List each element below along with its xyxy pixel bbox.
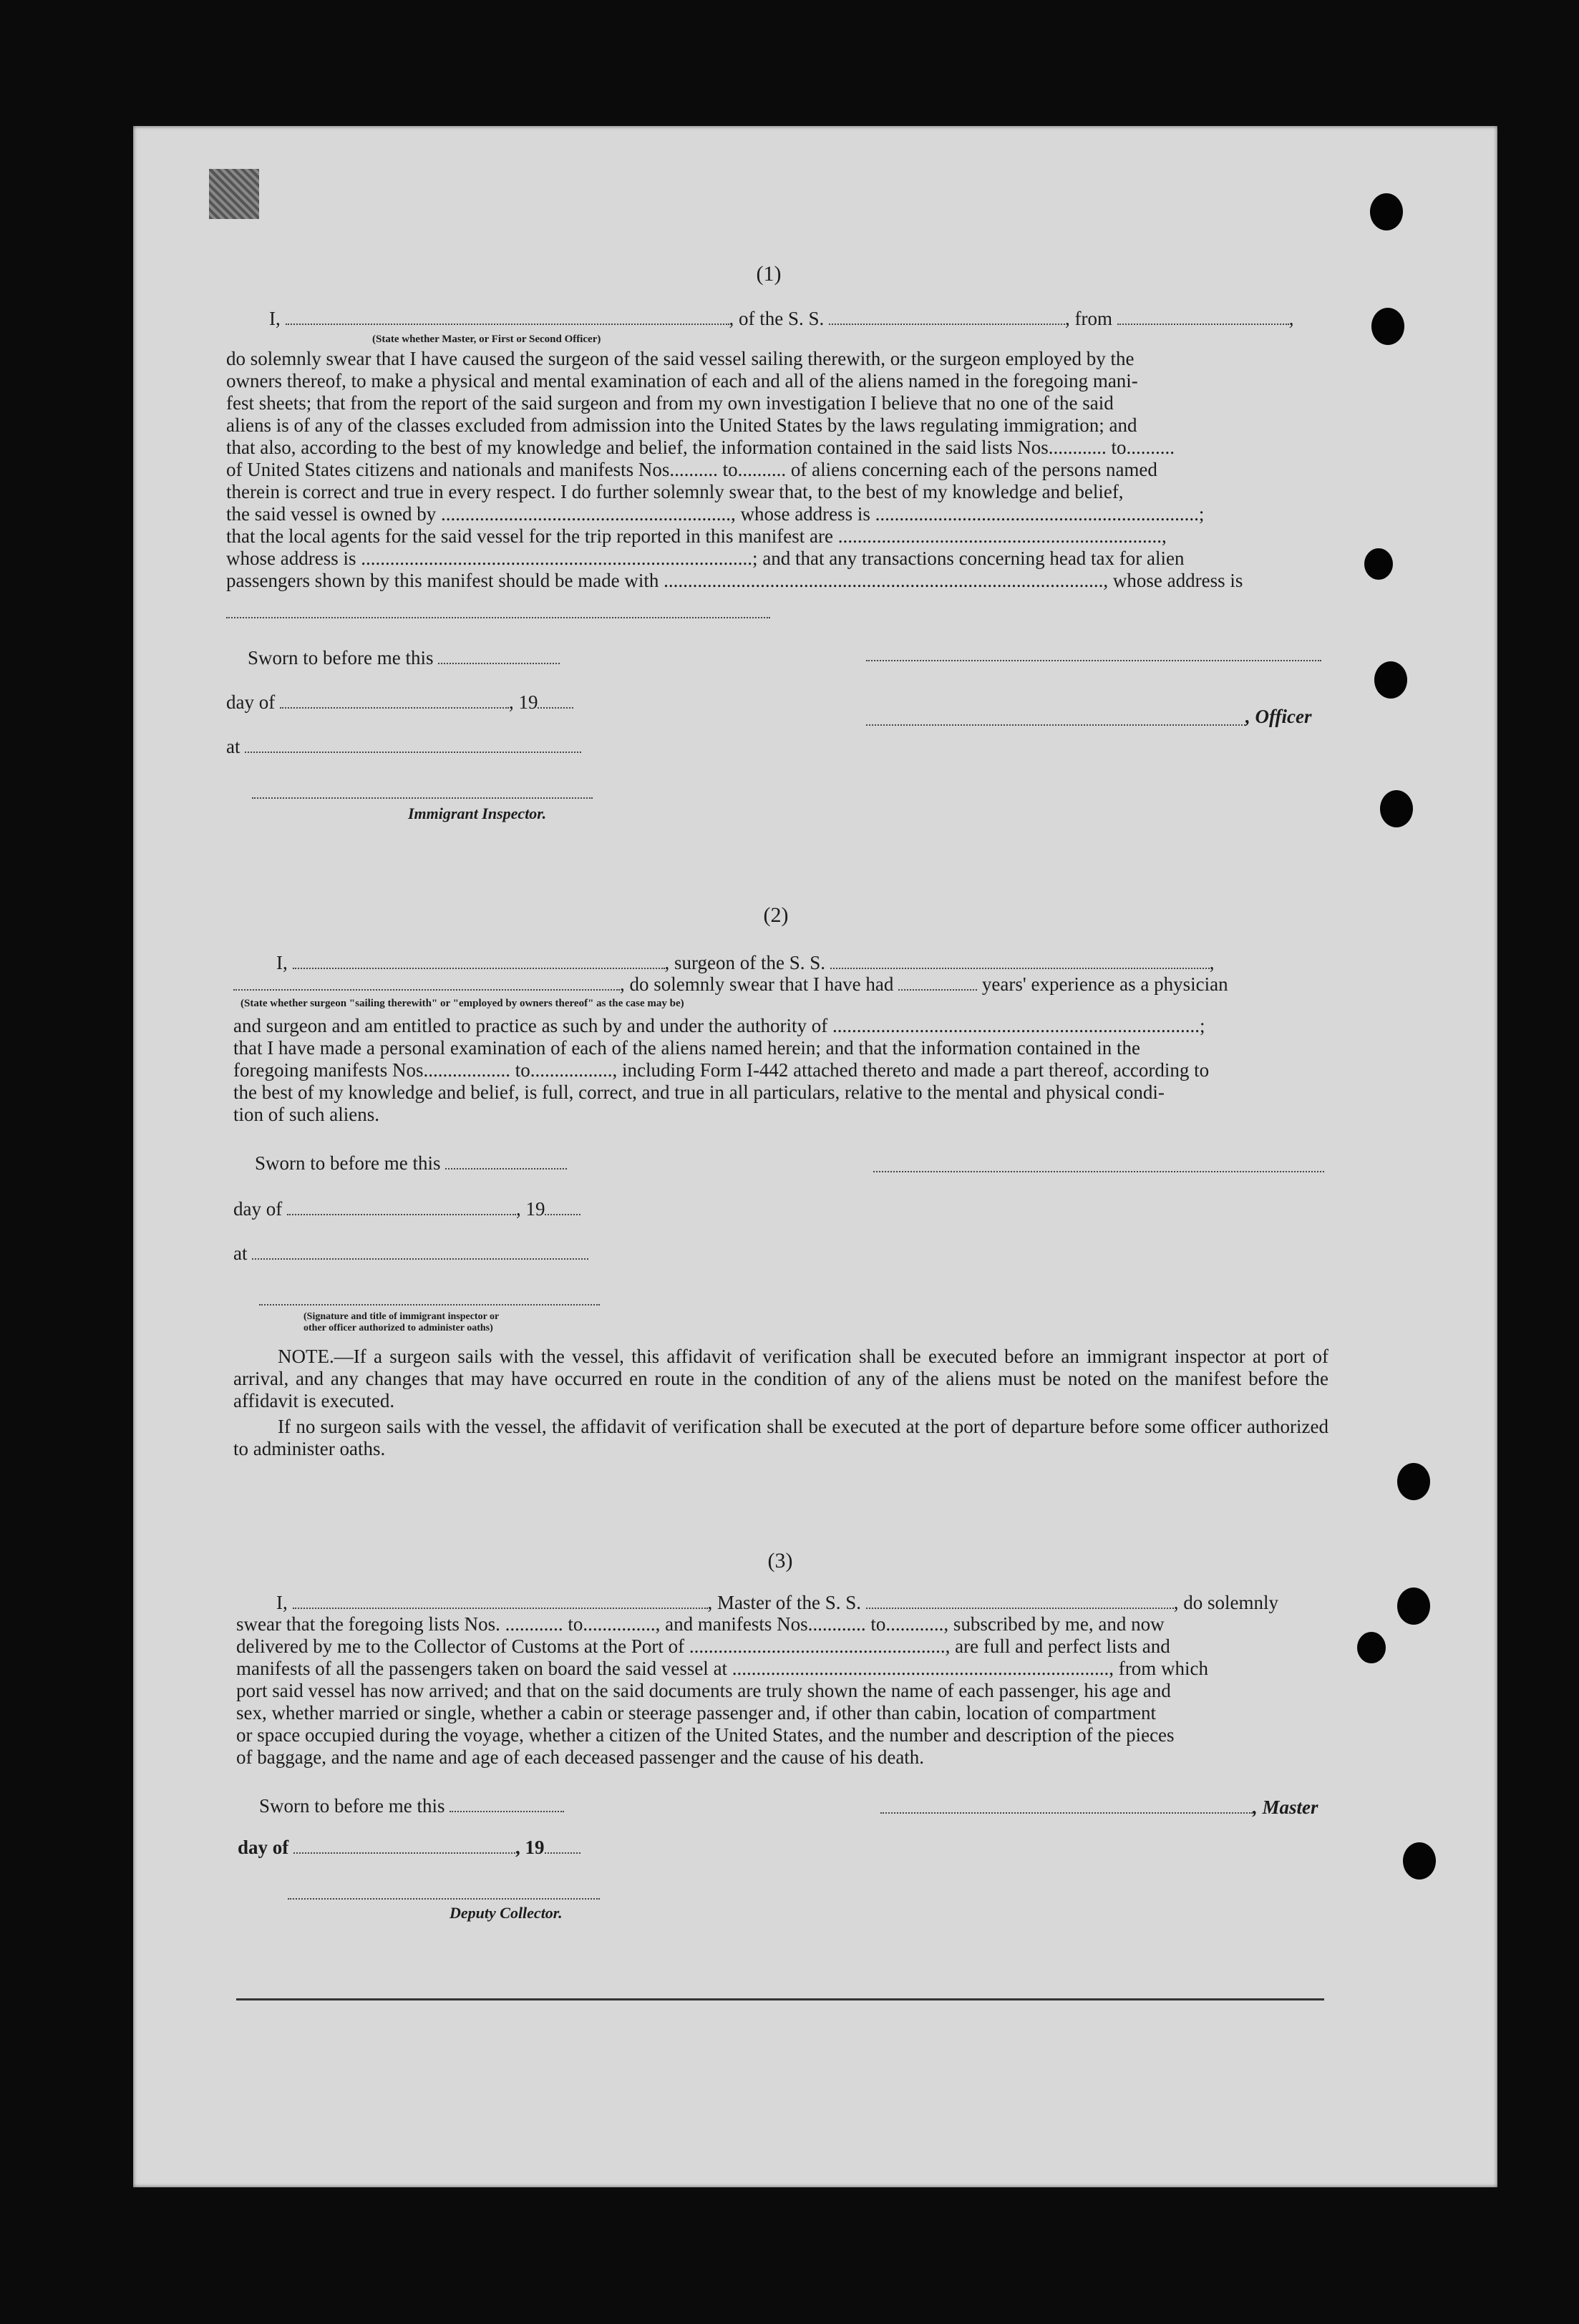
punch-hole (1397, 1463, 1430, 1500)
sworn-date-field[interactable] (445, 1154, 567, 1170)
section-2-sworn: Sworn to before me this (255, 1152, 567, 1175)
punch-hole (1364, 548, 1393, 580)
note-paragraph-2: If no surgeon sails with the vessel, the affidavit of verification shall be executed at the port of departure before some officer authorized to administer oaths. (233, 1416, 1328, 1459)
punch-hole (1357, 1632, 1386, 1663)
section-1-rank-note: (State whether Master, or First or Second Officer) (372, 334, 601, 345)
at-place-field[interactable] (245, 737, 581, 753)
officer-rank-field[interactable] (286, 309, 729, 325)
year-field[interactable] (545, 1838, 580, 1854)
year-field[interactable] (545, 1200, 580, 1215)
officer-signature-line-2[interactable] (866, 723, 1245, 726)
master-name-field[interactable] (293, 1593, 708, 1609)
vessel-name-field[interactable] (829, 309, 1065, 325)
surgeon-signature-line[interactable] (873, 1170, 1324, 1172)
section-2-second-line: , do solemnly swear that I have had years' experience as a physician (233, 973, 1228, 996)
section-2-day-of: day of , 19 (233, 1198, 580, 1220)
note-paragraph-1: NOTE.—If a surgeon sails with the vessel, this affidavit of verification shall be executed before an immigrant inspector at port of arrival, and any changes that may have occurred en route in the condition of any of the aliens must be noted on the manifest before the affidavit is executed. (233, 1346, 1328, 1411)
section-2-at: at (233, 1243, 588, 1265)
officer-signature-line-1[interactable] (866, 658, 1321, 661)
surgeon-name-field[interactable] (293, 953, 665, 969)
authorized-officer-signature-line[interactable] (259, 1303, 600, 1306)
sworn-date-field[interactable] (450, 1797, 564, 1812)
at-place-field[interactable] (252, 1244, 588, 1260)
section-2-body: and surgeon and am entitled to practice as such by and under the authority of ............................................................................; that I have made a personal examination of each of the aliens named herein; and that the information contained in the foregoing manifests Nos.................. to................., including Form I-442 attached thereto and made a part thereof, according to the best of my knowledge and belief, is full, correct, and true in all particulars, relative to the mental and physical condi- tion of such aliens. (233, 1015, 1210, 1125)
sworn-date-field[interactable] (438, 648, 560, 664)
immigrant-inspector-label: Immigrant Inspector. (408, 804, 547, 822)
bottom-rule (236, 1998, 1324, 2000)
section-2-status-note: (State whether surgeon "sailing therewith" or "employed by owners thereof" as the case may be) (241, 998, 684, 1009)
master-label: , Master (1253, 1797, 1318, 1818)
section-1-day-of: day of , 19 (226, 691, 573, 714)
surgeon-vessel-field[interactable] (830, 953, 1210, 969)
day-of-field[interactable] (287, 1200, 516, 1215)
section-1-header-line: I, , of the S. S. , from , (269, 308, 1294, 329)
deputy-collector-signature-line[interactable] (288, 1897, 600, 1900)
years-experience-field[interactable] (898, 975, 977, 991)
section-1-at: at (226, 736, 581, 758)
punch-hole (1370, 193, 1403, 230)
surgeon-status-field[interactable] (233, 975, 620, 991)
day-of-field[interactable] (293, 1838, 515, 1854)
section-3-day-of: day of , 19 (238, 1837, 580, 1859)
section-2-number: (2) (763, 903, 789, 927)
deputy-collector-label: Deputy Collector. (450, 1904, 563, 1922)
punch-hole (1380, 790, 1413, 827)
signature-note-2: other officer authorized to administer oaths) (303, 1323, 493, 1333)
section-3-body: swear that the foregoing lists Nos. ............ to..............., and manifests Nos............ to............, subscribed by me, and now delivered by me to the Collector of Customs at the Port of ....................................................., are full and perfect lists and manifests of all the passengers taken on board the said vessel at .............................................................................., from which port said vessel has now arrived; and that on the said documents are truly shown the name of each passenger, his age and sex, whether married or single, whether a cabin or steerage passenger and, if other than cabin, location of compartment or space occupied during the voyage, whether a citizen of the United States, and the number and description of the pieces of baggage, and the name and age of each deceased passenger and the cause of his death. (236, 1613, 1209, 1768)
punch-hole (1374, 661, 1407, 699)
year-field[interactable] (538, 693, 573, 709)
section-1-address-continuation[interactable] (226, 616, 770, 618)
day-of-field[interactable] (280, 693, 509, 709)
master-vessel-field[interactable] (866, 1593, 1174, 1609)
inspector-signature-line[interactable] (252, 796, 593, 799)
section-1-number: (1) (756, 262, 782, 286)
punch-hole (1397, 1588, 1430, 1625)
section-2-header-line: I, , surgeon of the S. S. , (276, 952, 1215, 973)
from-port-field[interactable] (1117, 309, 1289, 325)
section-3-sworn: Sworn to before me this (259, 1795, 564, 1817)
officer-label: , Officer (1245, 706, 1312, 727)
signature-note-1: (Signature and title of immigrant inspector or (303, 1311, 500, 1322)
section-1-body: do solemnly swear that I have caused the surgeon of the said vessel sailing therewith, or the surgeon employed by the owners thereof, to make a physical and mental examination of each and all of the aliens named in the foregoing mani- fest sheets; that from the report of the said surgeon and from my own investigation I believe that no one of the said aliens is of any of the classes excluded from admission into the United States by the laws regulating immigration; and that also, according to the best of my knowledge and belief, the information contained in the said lists Nos............ to.......... of United States citizens and nationals and manifests Nos.......... to.......... of aliens concerning each of the persons named therein is correct and true in every respect. I do further solemnly swear that, to the best of my knowledge and belief, the said vessel is owned by ............................................................, whose address is ...................................................................; that the local agents for the said vessel for the trip reported in this manifest are ..................................................................., whose address is .................................................................................; and that any transactions concerning head tax for alien passengers shown by this manifest should be made with ..........................................................................................., whose address is (226, 348, 1243, 591)
master-signature-line[interactable] (880, 1811, 1253, 1814)
section-3-header-line: I, , Master of the S. S. , do solemnly (276, 1592, 1278, 1613)
section-3-number: (3) (767, 1549, 793, 1572)
corner-stamp (209, 169, 259, 219)
punch-hole (1403, 1842, 1436, 1880)
section-1-sworn: Sworn to before me this (248, 647, 560, 669)
punch-hole (1371, 308, 1404, 345)
